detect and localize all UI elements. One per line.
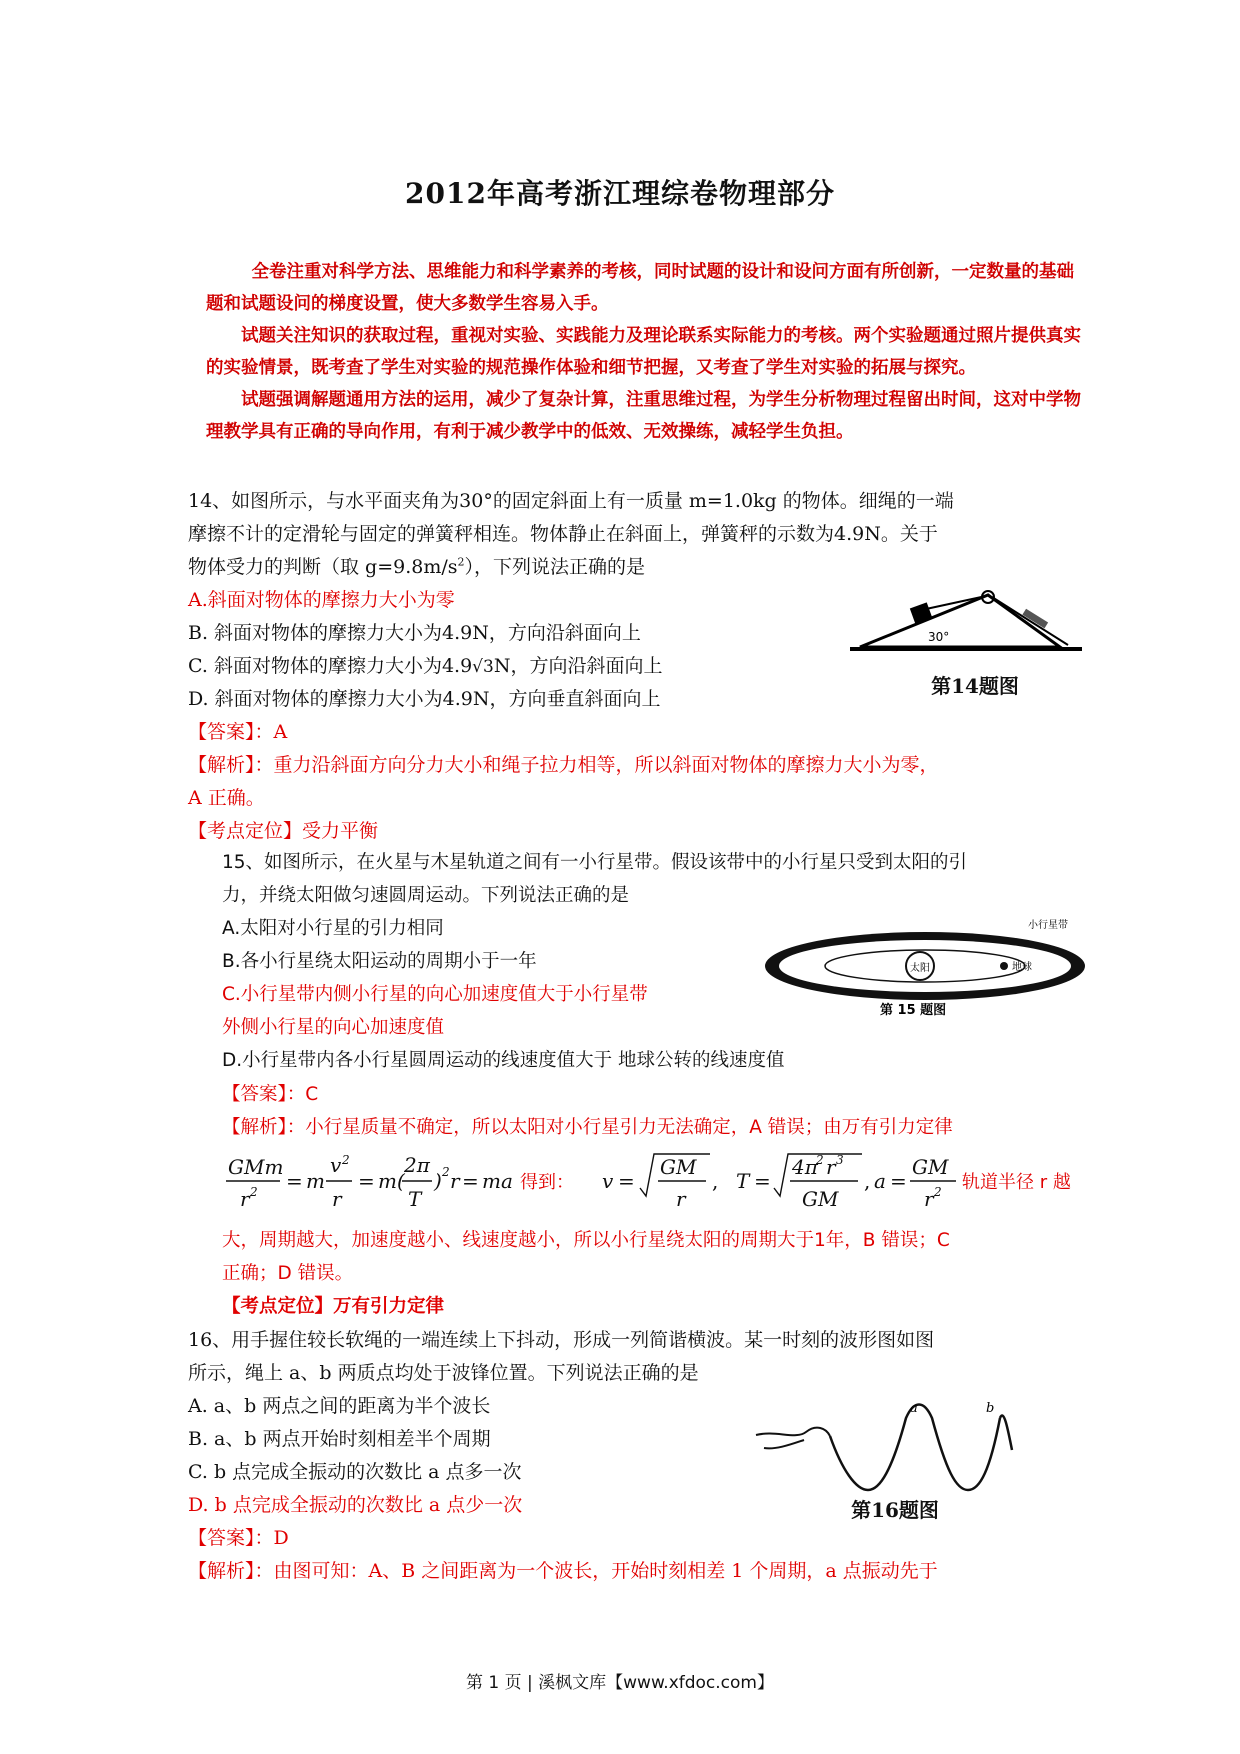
q15-option-d: D.小行星带内各小行星圆周运动的线速度值大于 地球公转的线速度值 [222, 1050, 785, 1071]
svg-text:,: , [864, 1169, 871, 1193]
svg-text:T: T [408, 1187, 422, 1211]
svg-text:GM: GM [802, 1187, 839, 1211]
svg-text:v: v [602, 1169, 614, 1193]
q14-option-b: B. 斜面对物体的摩擦力大小为4.9N，方向沿斜面向上 [188, 622, 641, 644]
svg-text:r: r [332, 1187, 342, 1211]
q14-figure-caption: 第14题图 [931, 674, 1019, 698]
svg-text:r: r [924, 1187, 934, 1211]
svg-text:T: T [736, 1169, 750, 1193]
svg-text:r: r [240, 1187, 250, 1211]
q14-key-point: 【考点定位】受力平衡 [188, 820, 379, 842]
wave-point-b-label: b [986, 1401, 995, 1416]
svg-text:): ) [434, 1169, 442, 1193]
svg-text:r: r [676, 1187, 686, 1211]
svg-text:a: a [874, 1169, 886, 1193]
q16-stem-line: 所示，绳上 a、b 两质点均处于波锋位置。下列说法正确的是 [188, 1362, 699, 1384]
svg-text:3: 3 [836, 1153, 844, 1167]
svg-text:4π: 4π [792, 1155, 818, 1179]
q14-analysis: 【解析】：重力沿斜面方向分力大小和绳子拉力相等，所以斜面对物体的摩擦力大小为零， [188, 754, 939, 776]
svg-text:m: m [306, 1169, 325, 1193]
svg-text:2: 2 [342, 1153, 350, 1167]
q14-stem-line: 14、如图所示，与水平面夹角为30°的固定斜面上有一质量 m=1.0kg 的物体。细绳的一端 [188, 490, 954, 512]
q16-option-a: A. a、b 两点之间的距离为半个波长 [188, 1395, 491, 1417]
intro-paragraph: 试题强调解题通用方法的运用，减少了复杂计算，注重思维过程，为学生分析物理过程留出时间，这对中学物理教学具有正确的导向作用，有利于减少教学中的低效、无效操练，减轻学生负担。 [206, 390, 1081, 442]
intro-paragraph: 全卷注重对科学方法、思维能力和科学素养的考核，同时试题的设计和设问方面有所创新，一定数量的基础题和试题设问的梯度设置，使大多数学生容易入手。 [206, 262, 1074, 314]
svg-text:=: = [286, 1169, 303, 1193]
q14-analysis-cont: A 正确。 [188, 787, 265, 809]
q14-answer: 【答案】：A [188, 721, 288, 743]
earth-label: 地球 [1012, 962, 1032, 973]
page-title: 2012年高考浙江理综卷物理部分 [405, 177, 835, 210]
svg-text:ma: ma [482, 1169, 513, 1193]
svg-text:=: = [754, 1169, 771, 1193]
svg-text:2: 2 [442, 1165, 450, 1179]
svg-text:2: 2 [934, 1185, 942, 1199]
wave-figure [746, 1400, 1016, 1495]
q15-figure-caption: 第 15 题图 [880, 1003, 947, 1018]
q14-option-c: C. 斜面对物体的摩擦力大小为4.9√3N，方向沿斜面向上 [188, 655, 663, 677]
svg-text:m(: m( [378, 1169, 405, 1193]
q16-option-b: B. a、b 两点开始时刻相差半个周期 [188, 1428, 491, 1450]
page-footer: 第 1 页 | 溪枫文库【www.xfdoc.com】 [465, 1673, 774, 1693]
q15-stem-line: 15、如图所示，在火星与木星轨道之间有一小行星带。假设该带中的小行星只受到太阳的引 [222, 852, 968, 873]
svg-text:=: = [462, 1169, 479, 1193]
q15-key-point: 【考点定位】万有引力定律 [222, 1296, 445, 1317]
svg-text:v: v [330, 1153, 342, 1177]
formula-tail-label: 轨道半径 r 越 [962, 1172, 1071, 1193]
q15-stem-line: 力，并绕太阳做匀速圆周运动。下列说法正确的是 [222, 885, 630, 906]
q15-analysis-cont: 大，周期越大，加速度越小、线速度越小，所以小行星绕太阳的周期大于1年，B 错误；C [222, 1230, 950, 1251]
belt-label: 小行星带 [1028, 920, 1068, 931]
incline-angle-label: 30° [928, 630, 950, 644]
svg-text:r: r [450, 1169, 460, 1193]
svg-text:=: = [890, 1169, 907, 1193]
intro-summary [206, 256, 1086, 448]
svg-text:GMm: GMm [228, 1155, 284, 1179]
svg-text:2: 2 [250, 1185, 258, 1199]
q15-option-c-cont: 外侧小行星的向心加速度值 [222, 1017, 445, 1038]
q15-answer: 【答案】：C [222, 1084, 319, 1105]
svg-text:2: 2 [816, 1153, 824, 1167]
q16-answer: 【答案】：D [188, 1527, 289, 1549]
q15-option-b: B.各小行星绕太阳运动的周期小于一年 [222, 951, 537, 972]
q14-stem-line: 摩擦不计的定滑轮与固定的弹簧秤相连。物体静止在斜面上，弹簧秤的示数为4.9N。关于 [188, 523, 938, 545]
q16-figure-caption: 第16题图 [851, 1498, 939, 1522]
sun-label: 太阳 [910, 963, 930, 974]
svg-text:,: , [712, 1169, 719, 1193]
q16-analysis: 【解析】：由图可知：A、B 之间距离为一个波长，开始时刻相差 1 个周期，a 点振动先于 [188, 1560, 938, 1582]
q16-option-d: D. b 点完成全振动的次数比 a 点少一次 [188, 1494, 523, 1516]
svg-text:=: = [618, 1169, 635, 1193]
wave-point-a-label: a [910, 1401, 918, 1416]
svg-text:r: r [826, 1155, 836, 1179]
intro-paragraph: 试题关注知识的获取过程，重视对实验、实践能力及理论联系实际能力的考核。两个实验题通过照片提供真实的实验情景，既考查了学生对实验的规范操作体验和细节把握，又考查了学生对实验的拓展与探究。 [206, 326, 1081, 378]
q15-analysis-cont: 正确；D 错误。 [222, 1263, 354, 1284]
incline-figure [850, 585, 1090, 665]
q14-stem-line: 物体受力的判断（取 $g=9.8m/s^2$），下列说法正确的是 [188, 555, 646, 578]
q15-option-a: A.太阳对小行星的引力相同 [222, 918, 444, 939]
q16-stem-line: 16、用手握住较长软绳的一端连续上下抖动，形成一列简谐横波。某一时刻的波形图如图 [188, 1329, 935, 1351]
q15-option-c: C.小行星带内侧小行星的向心加速度值大于小行星带 [222, 984, 648, 1005]
q14-option-a: A.斜面对物体的摩擦力大小为零 [188, 589, 455, 611]
svg-text:2π: 2π [404, 1153, 430, 1177]
gravitation-formula [222, 1148, 1092, 1218]
q16-option-c: C. b 点完成全振动的次数比 a 点多一次 [188, 1461, 522, 1483]
svg-text:GM: GM [660, 1155, 697, 1179]
formula-get-label: 得到： [520, 1172, 574, 1193]
svg-text:=: = [358, 1169, 375, 1193]
svg-text:GM: GM [912, 1155, 949, 1179]
q15-analysis: 【解析】：小行星质量不确定，所以太阳对小行星引力无法确定，A 错误；由万有引力定律 [222, 1117, 953, 1138]
q14-option-d: D. 斜面对物体的摩擦力大小为4.9N，方向垂直斜面向上 [188, 688, 661, 710]
asteroid-belt-figure [760, 918, 1090, 1018]
